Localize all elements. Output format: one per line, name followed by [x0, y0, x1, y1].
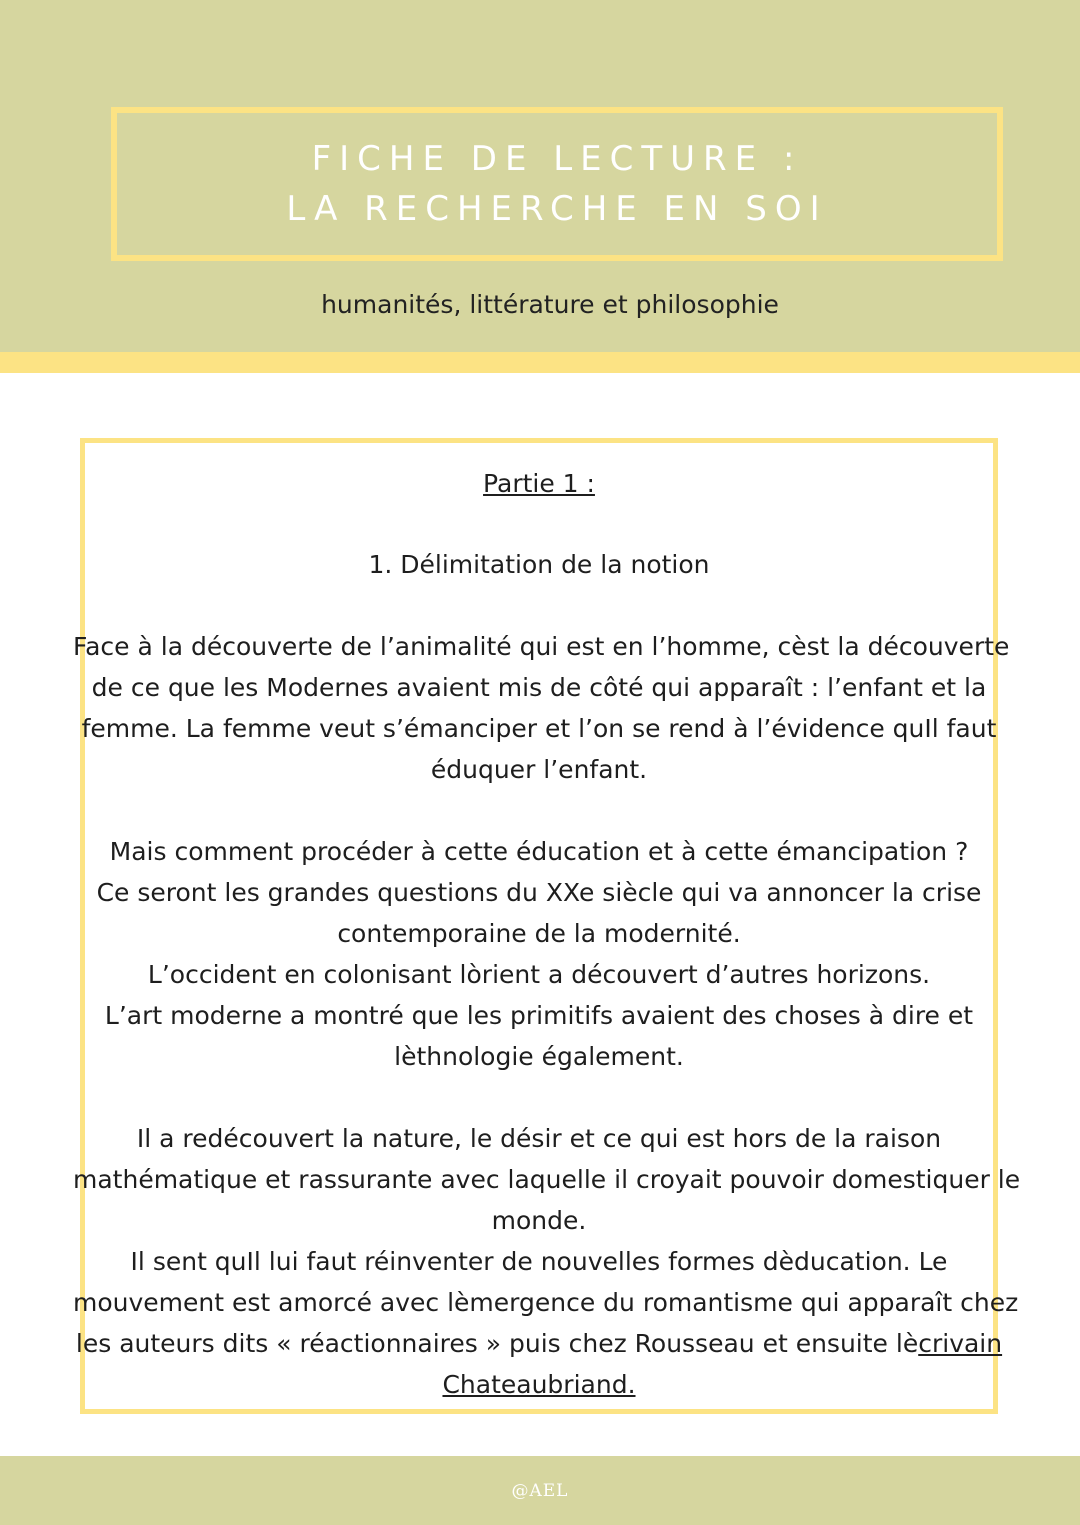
subtitle: humanités, littérature et philosophie — [321, 290, 779, 319]
paragraph-line: Ce seront les grandes questions du XXe siècle qui va annoncer la crise — [96, 878, 982, 907]
author-link-continued[interactable]: Chateaubriand. — [442, 1370, 636, 1399]
paragraph-line-text: les auteurs dits « réactionnaires » puis chez Rousseau et ensuite lè — [75, 1329, 919, 1358]
paragraph-line: L’art moderne a montré que les primitifs avaient des choses à dire et — [104, 1001, 974, 1030]
paragraph-line: contemporaine de la modernité. — [337, 919, 741, 948]
paragraph-line: mouvement est amorcé avec lèmergence du romantisme qui apparaît chez — [73, 1288, 1019, 1317]
footer-credit: @AEL — [511, 1480, 569, 1501]
paragraph-line: mathématique et rassurante avec laquelle il croyait pouvoir domestiquer le — [73, 1165, 1021, 1194]
title-frame — [111, 107, 1003, 261]
paragraph-line: monde. — [491, 1206, 587, 1235]
section-heading: 1. Délimitation de la notion — [368, 550, 710, 579]
paragraph-line: femme. La femme veut s’émanciper et l’on se rend à l’évidence quIl faut — [81, 714, 997, 743]
content-frame — [73, 438, 1021, 1414]
paragraph-line: de ce que les Modernes avaient mis de côté qui apparaît : l’enfant et la — [91, 673, 987, 702]
paragraph-line: Il sent quIl lui faut réinventer de nouvelles formes dèducation. Le — [130, 1247, 948, 1276]
title-line-2: LA RECHERCHE EN SOI — [286, 189, 828, 229]
paragraph-line: éduquer l’enfant. — [430, 755, 648, 784]
footer-bar — [0, 1456, 1080, 1525]
paragraph-line: L’occident en colonisant lòrient a découvert d’autres horizons. — [147, 960, 931, 989]
part-heading: Partie 1 : — [483, 469, 595, 498]
header-accent-stripe — [0, 352, 1080, 373]
paragraph-line: Il a redécouvert la nature, le désir et ce qui est hors de la raison — [136, 1124, 942, 1153]
paragraph-line: lèthnologie également. — [394, 1042, 684, 1071]
paragraph-line-with-link — [73, 1327, 1005, 1361]
author-link[interactable]: crivain — [918, 1329, 1003, 1358]
paragraph-line: Face à la découverte de l’animalité qui est en l’homme, cèst la découverte — [73, 632, 1010, 661]
title-line-1: FICHE DE LECTURE : — [311, 139, 803, 179]
paragraph-line: Mais comment procéder à cette éducation et à cette émancipation ? — [109, 837, 969, 866]
